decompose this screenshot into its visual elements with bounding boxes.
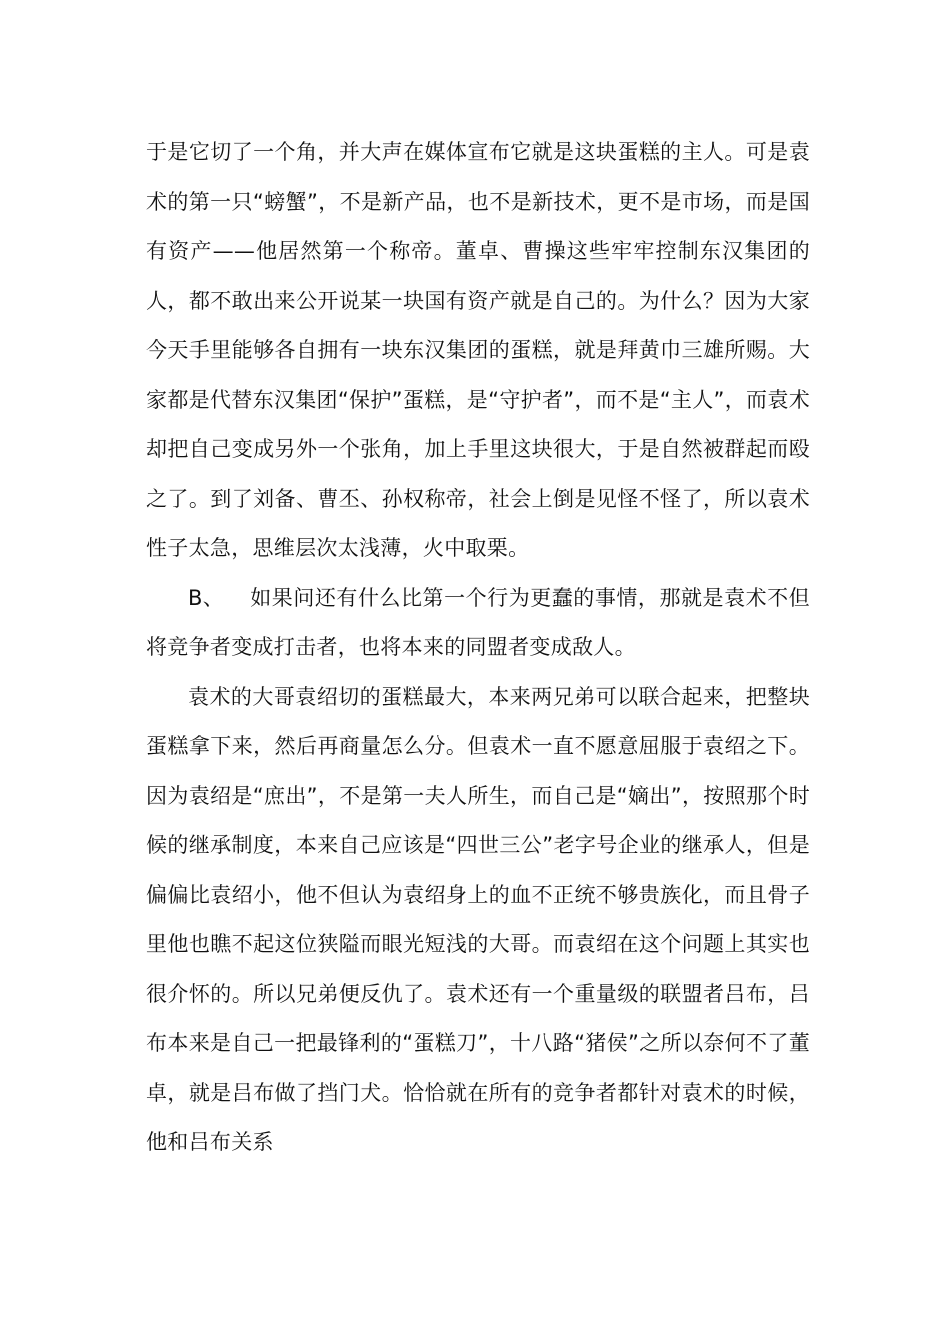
paragraph-2 — [146, 574, 810, 673]
body-text — [146, 128, 810, 1168]
list-label-b: B、 — [188, 585, 225, 610]
paragraph-1: 于是它切了一个角，并大声在媒体宣布它就是这块蛋糕的主人。可是袁术的第一只“螃蟹”，不是新产品，也不是新技术，更不是市场，而是国有资产——他居然第一个称帝。董卓、曹操这些牢牢控制东汉集团的人，都不敢出来公开说某一块国有资产就是自己的。为什么？因为大家今天手里能够各自拥有一块东汉集团的蛋糕，就是拜黄巾三雄所赐。大家都是代替东汉集团“保护”蛋糕，是“守护者”，而不是“主人”，而袁术却把自己变成另外一个张角，加上手里这块很大，于是自然被群起而殴之了。到了刘备、曹丕、孙权称帝，社会上倒是见怪不怪了，所以袁术性子太急，思维层次太浅薄，火中取栗。 — [146, 140, 810, 560]
paragraph-2-text: 如果问还有什么比第一个行为更蠢的事情，那就是袁术不但将竞争者变成打击者，也将本来的同盟者变成敌人。 — [146, 585, 810, 659]
paragraph-3: 袁术的大哥袁绍切的蛋糕最大，本来两兄弟可以联合起来，把整块蛋糕拿下来，然后再商量怎么分。但袁术一直不愿意屈服于袁绍之下。因为袁绍是“庶出”，不是第一夫人所生，而自己是“嫡出”，按照那个时候的继承制度，本来自己应该是“四世三公”老字号企业的继承人，但是偏偏比袁绍小，他不但认为袁绍身上的血不正统不够贵族化，而且骨子里他也瞧不起这位狭隘而眼光短浅的大哥。而袁绍在这个问题上其实也很介怀的。所以兄弟便反仇了。袁术还有一个重量级的联盟者吕布，吕布本来是自己一把最锋利的“蛋糕刀”，十八路“猪侯”之所以奈何不了董卓，就是吕布做了挡门犬。恰恰就在所有的竞争者都针对袁术的时候，他和吕布关系 — [146, 684, 810, 1154]
